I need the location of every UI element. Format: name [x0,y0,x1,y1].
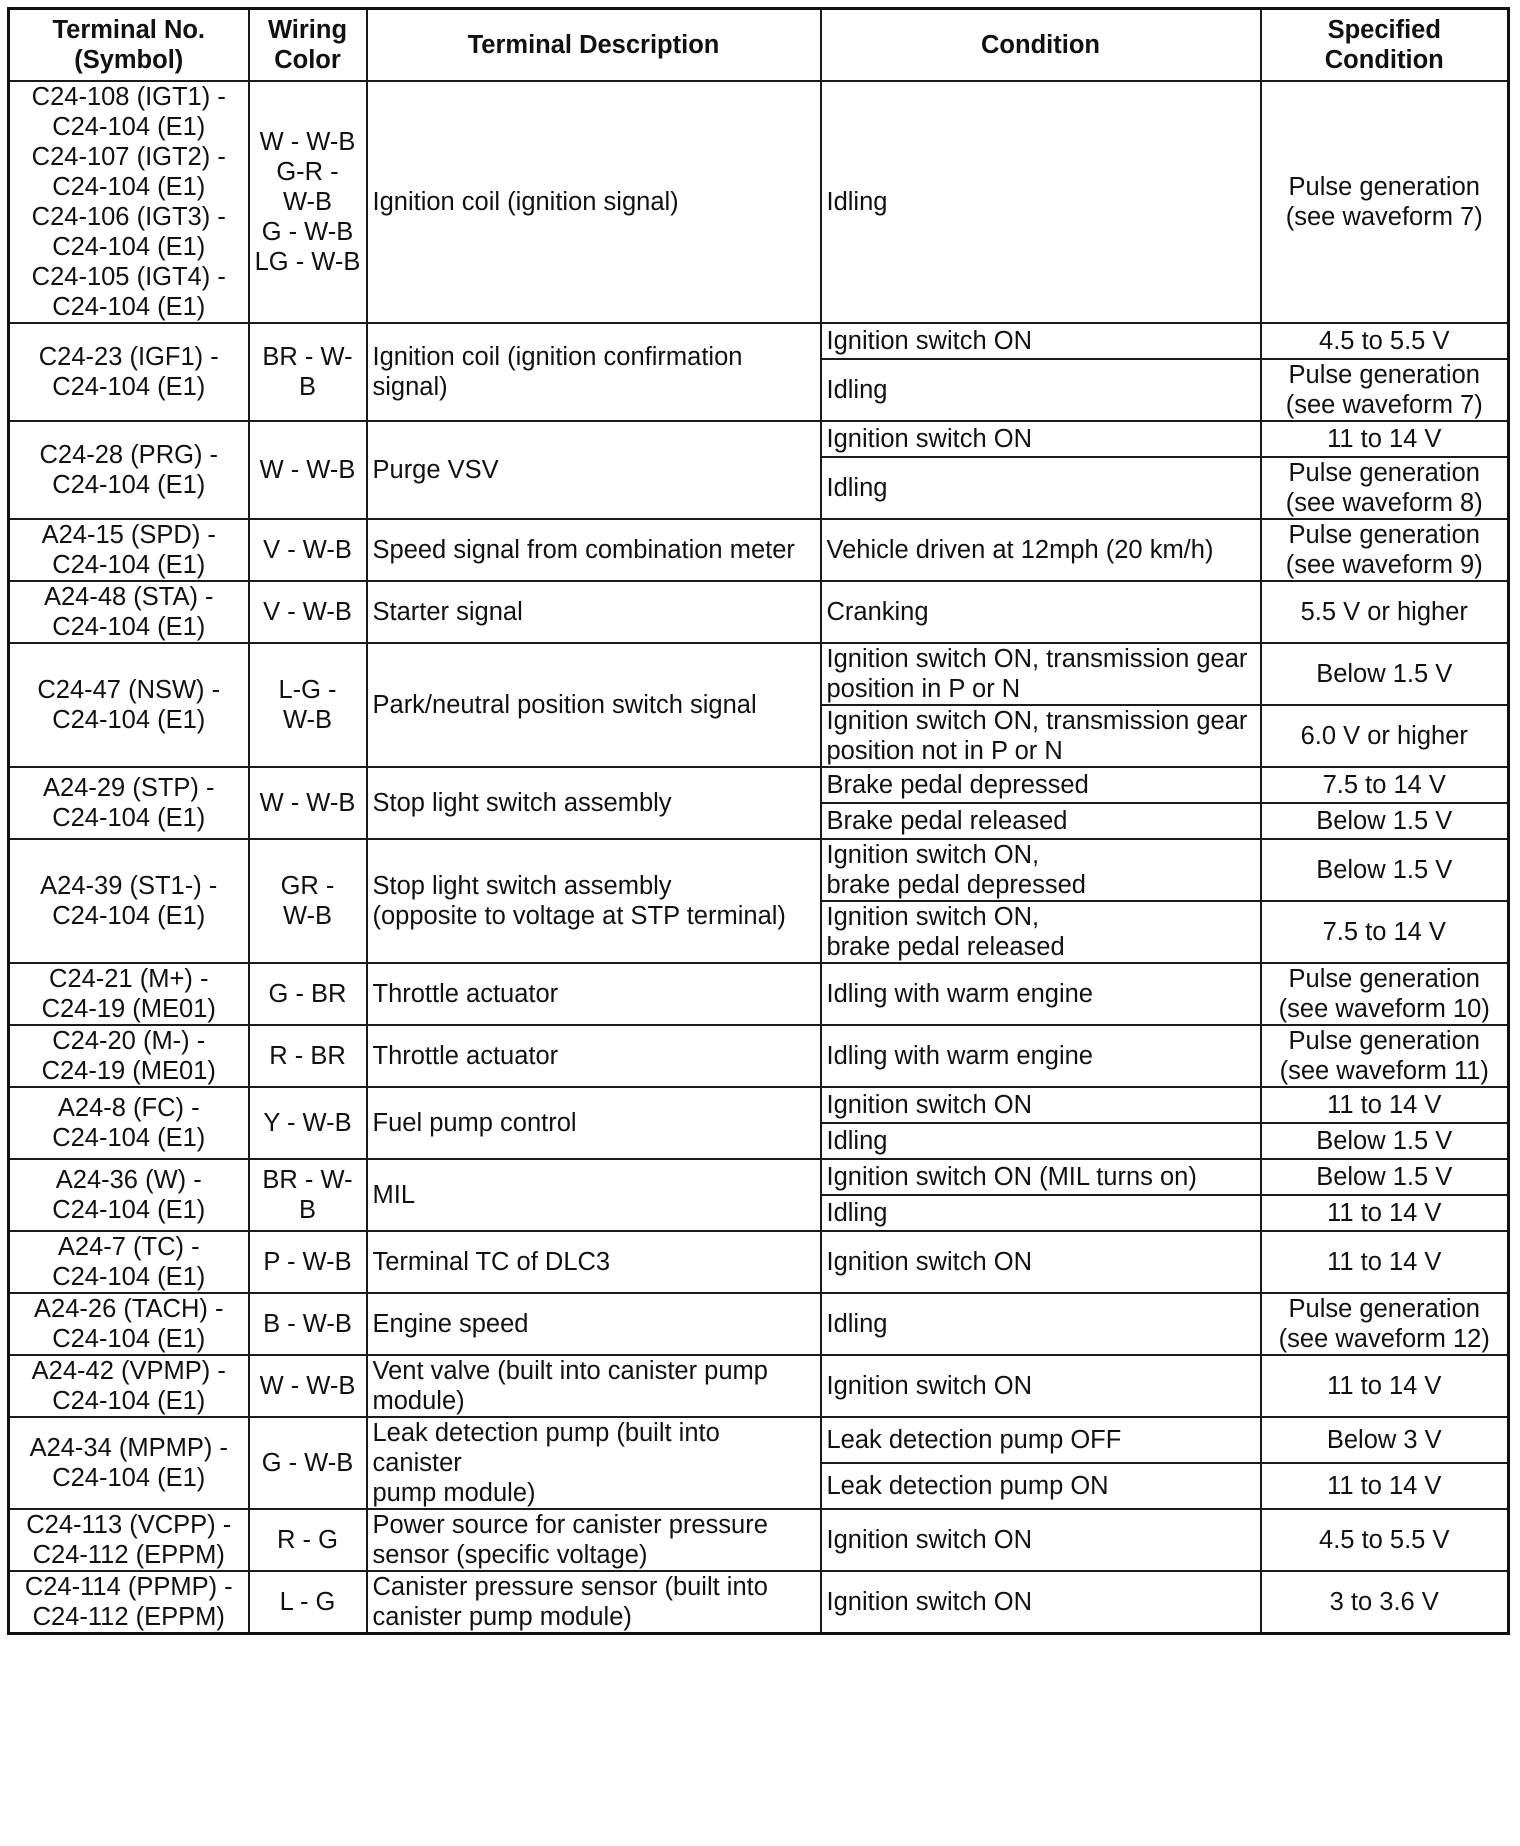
table-body [9,81,1509,1634]
terminal-description-cell [367,1571,821,1634]
wiring-color-cell [249,1159,367,1231]
text-line: 5.5 V or higher [1300,598,1468,626]
terminal-description-cell [367,1509,821,1571]
text-line: C24-105 (IGT4) - [31,263,226,291]
text-line: Speed signal from combination meter [372,536,795,564]
specified-condition-cell [1261,421,1509,457]
terminal-cell [9,963,249,1025]
header-row [9,9,1509,82]
terminal-cell [9,1355,249,1417]
terminal-description-cell [367,519,821,581]
text-line: Below 1.5 V [1316,1163,1453,1191]
table-row [9,581,1509,643]
table-row [9,1509,1509,1571]
terminal-cell [9,1025,249,1087]
table-row [9,839,1509,901]
text-line: C24-104 (E1) [52,233,206,261]
text-line: C24-19 (ME01) [41,995,216,1023]
table-row [9,1417,1509,1463]
condition-cell [821,1417,1261,1463]
text-line: C24-112 (EPPM) [32,1541,225,1569]
text-line: GR - [280,872,335,900]
text-line: W-B [282,706,333,734]
text-line: Brake pedal depressed [826,771,1089,799]
terminal-description-cell [367,323,821,421]
terminal-cell [9,1087,249,1159]
text-line: V - W-B [263,598,352,626]
specified-condition-cell [1261,1159,1509,1195]
text-line: C24-47 (NSW) - [37,676,221,704]
terminal-description-cell [367,1417,821,1509]
text-line: C24-21 (M+) - [49,965,209,993]
text-line: canister pump module) [372,1603,632,1631]
text-line: brake pedal depressed [826,871,1086,899]
text-line: A24-29 (STP) - [43,774,215,802]
text-line: C24-104 (E1) [52,1124,206,1152]
condition-cell [821,1231,1261,1293]
terminal-specification-table [7,7,1510,1635]
terminal-cell [9,1293,249,1355]
text-line: Ignition coil (ignition confirmation [372,343,743,371]
text-line: A24-39 (ST1-) - [40,872,218,900]
text-line: Ignition switch ON [826,1588,1032,1616]
text-line: Vent valve (built into canister pump [372,1357,768,1385]
text-line: Fuel pump control [372,1109,577,1137]
text-line: C24-112 (EPPM) [32,1603,225,1631]
table-row [9,643,1509,705]
text-line: C24-104 (E1) [52,551,206,579]
text-line: Leak detection pump (built into canister [372,1419,720,1477]
text-line: Below 3 V [1326,1426,1442,1454]
text-line: Leak detection pump OFF [826,1426,1122,1454]
terminal-cell [9,81,249,323]
text-line: Purge VSV [372,456,499,484]
terminal-description-cell [367,1087,821,1159]
specified-condition-cell [1261,839,1509,901]
text-line: Condition [1324,46,1444,74]
header-wiring-color [249,9,367,82]
text-line: 11 to 14 V [1327,1372,1442,1400]
terminal-cell [9,519,249,581]
specified-condition-cell [1261,803,1509,839]
text-line: (see waveform 8) [1285,489,1483,517]
text-line: A24-34 (MPMP) - [29,1434,228,1462]
text-line: 4.5 to 5.5 V [1319,327,1450,355]
text-line: B - W-B [263,1310,352,1338]
condition-cell [821,839,1261,901]
text-line: LG - W-B [254,248,361,276]
header-terminal-description [367,9,821,82]
terminal-description-cell [367,1355,821,1417]
text-line: C24-108 (IGT1) - [31,83,226,111]
condition-cell [821,323,1261,359]
text-line: Engine speed [372,1310,529,1338]
text-line: Park/neutral position switch signal [372,691,757,719]
text-line: MIL [372,1181,416,1209]
terminal-cell [9,421,249,519]
text-line: R - BR [269,1042,346,1070]
wiring-color-cell [249,581,367,643]
table-row [9,323,1509,359]
condition-cell [821,519,1261,581]
text-line: A24-48 (STA) - [43,583,214,611]
table-row [9,81,1509,323]
text-line: G - W-B [261,1449,354,1477]
text-line: C24-104 (E1) [52,173,206,201]
condition-cell [821,1159,1261,1195]
specified-condition-cell [1261,1087,1509,1123]
text-line: Stop light switch assembly [372,872,672,900]
text-line: C24-104 (E1) [52,293,206,321]
text-line: W-B [282,902,333,930]
text-line: Canister pressure sensor (built into [372,1573,768,1601]
text-line: C24-104 (E1) [52,113,206,141]
text-line: Y - W-B [263,1109,352,1137]
text-line: 7.5 to 14 V [1322,771,1446,799]
specified-condition-cell [1261,767,1509,803]
text-line: P - W-B [263,1248,352,1276]
text-line: L-G - [278,676,337,704]
condition-cell [821,1355,1261,1417]
text-line: (opposite to voltage at STP terminal) [372,902,786,930]
condition-cell [821,1025,1261,1087]
text-line: C24-104 (E1) [52,706,206,734]
terminal-cell [9,1417,249,1509]
wiring-color-cell [249,1509,367,1571]
text-line: Idling with warm engine [826,980,1093,1008]
terminal-description-cell [367,1159,821,1231]
text-line: (see waveform 7) [1285,203,1483,231]
header-terminal-no [9,9,249,82]
text-line: Idling [826,1127,888,1155]
text-line: G - BR [268,980,347,1008]
condition-cell [821,1123,1261,1159]
wiring-color-cell [249,1417,367,1509]
condition-cell [821,1195,1261,1231]
text-line: Throttle actuator [372,1042,559,1070]
specified-condition-cell [1261,1509,1509,1571]
text-line: (see waveform 12) [1278,1325,1490,1353]
condition-cell [821,705,1261,767]
text-line: Idling [826,474,888,502]
text-line: C24-104 (E1) [52,471,206,499]
text-line: C24-104 (E1) [52,1387,206,1415]
specified-condition-cell [1261,1123,1509,1159]
condition-cell [821,1463,1261,1509]
text-line: Idling [826,1199,888,1227]
condition-cell [821,1087,1261,1123]
condition-cell [821,421,1261,457]
table-row [9,421,1509,457]
terminal-description-cell [367,839,821,963]
text-line: BR - W-B [262,1166,353,1224]
text-line: Cranking [826,598,929,626]
condition-cell [821,81,1261,323]
wiring-color-cell [249,767,367,839]
text-line: Terminal No. [52,16,206,44]
text-line: R - G [277,1526,338,1554]
terminal-cell [9,1571,249,1634]
text-line: Wiring [267,16,348,44]
text-line: module) [372,1387,465,1415]
text-line: C24-104 (E1) [52,902,206,930]
terminal-description-cell [367,1025,821,1087]
text-line: Stop light switch assembly [372,789,672,817]
wiring-color-cell [249,839,367,963]
text-line: A24-36 (W) - [55,1166,202,1194]
text-line: Below 1.5 V [1316,807,1453,835]
text-line: A24-42 (VPMP) - [31,1357,226,1385]
terminal-cell [9,767,249,839]
terminal-description-cell [367,1293,821,1355]
specified-condition-cell [1261,1571,1509,1634]
text-line: 11 to 14 V [1327,1248,1442,1276]
table-row [9,1571,1509,1634]
text-line: Pulse generation [1288,361,1480,389]
condition-cell [821,803,1261,839]
text-line: Pulse generation [1288,1295,1480,1323]
terminal-description-cell [367,643,821,767]
table-row [9,1355,1509,1417]
terminal-description-cell [367,963,821,1025]
text-line: Color [274,46,341,74]
text-line: C24-104 (E1) [52,1196,206,1224]
text-line: C24-107 (IGT2) - [31,143,226,171]
text-line: 3 to 3.6 V [1329,1588,1439,1616]
text-line: Ignition switch ON [826,425,1032,453]
text-line: C24-20 (M-) - [52,1027,206,1055]
text-line: C24-104 (E1) [52,373,206,401]
text-line: Pulse generation [1288,965,1480,993]
text-line: A24-7 (TC) - [57,1233,200,1261]
condition-cell [821,963,1261,1025]
text-line: A24-15 (SPD) - [41,521,216,549]
table-row [9,1293,1509,1355]
text-line: 7.5 to 14 V [1322,918,1446,946]
terminal-description-cell [367,81,821,323]
text-line: C24-104 (E1) [52,804,206,832]
text-line: W - W-B [259,456,356,484]
text-line: 6.0 V or higher [1300,722,1468,750]
text-line: Idling with warm engine [826,1042,1093,1070]
specified-condition-cell [1261,323,1509,359]
text-line: brake pedal released [826,933,1065,961]
text-line: Ignition switch ON [826,1526,1032,1554]
text-line: Terminal TC of DLC3 [372,1248,611,1276]
table-row [9,767,1509,803]
terminal-description-cell [367,421,821,519]
text-line: position in P or N [826,675,1021,703]
specified-condition-cell [1261,519,1509,581]
text-line: G-R - [276,158,339,186]
text-line: Vehicle driven at 12mph (20 km/h) [826,536,1214,564]
text-line: Ignition switch ON, [826,841,1040,869]
text-line: C24-106 (IGT3) - [31,203,226,231]
text-line: G - W-B [261,218,354,246]
terminal-description-cell [367,581,821,643]
terminal-cell [9,1159,249,1231]
text-line: 11 to 14 V [1327,1472,1442,1500]
text-line: sensor (specific voltage) [372,1541,648,1569]
wiring-color-cell [249,1025,367,1087]
table-row [9,1087,1509,1123]
text-line: signal) [372,373,448,401]
text-line: Ignition switch ON [826,1248,1032,1276]
condition-cell [821,901,1261,963]
text-line: C24-23 (IGF1) - [38,343,219,371]
text-line: L - G [279,1588,336,1616]
condition-cell [821,1293,1261,1355]
specified-condition-cell [1261,581,1509,643]
text-line: pump module) [372,1479,536,1507]
text-line: Ignition switch ON, transmission gear [826,707,1248,735]
table-row [9,1025,1509,1087]
text-line: C24-104 (E1) [52,1464,206,1492]
header-condition [821,9,1261,82]
text-line: C24-114 (PPMP) - [24,1573,233,1601]
wiring-color-cell [249,1355,367,1417]
text-line: position not in P or N [826,737,1063,765]
text-line: Throttle actuator [372,980,559,1008]
specified-condition-cell [1261,643,1509,705]
wiring-color-cell [249,323,367,421]
text-line: BR - W-B [262,343,353,401]
text-line: (see waveform 11) [1279,1057,1489,1085]
table-row [9,519,1509,581]
terminal-description-cell [367,767,821,839]
condition-cell [821,359,1261,421]
terminal-cell [9,839,249,963]
condition-cell [821,643,1261,705]
terminal-cell [9,643,249,767]
wiring-color-cell [249,421,367,519]
text-line: A24-26 (TACH) - [34,1295,224,1323]
text-line: C24-104 (E1) [52,1263,206,1291]
text-line: C24-113 (VCPP) - [26,1511,232,1539]
text-line: W-B [282,188,333,216]
specified-condition-cell [1261,1355,1509,1417]
text-line: Below 1.5 V [1316,856,1453,884]
text-line: Idling [826,1310,888,1338]
condition-cell [821,1509,1261,1571]
table-header [9,9,1509,82]
text-line: 4.5 to 5.5 V [1319,1526,1450,1554]
text-line: Idling [826,376,888,404]
text-line: C24-104 (E1) [52,613,206,641]
text-line: Brake pedal released [826,807,1068,835]
specified-condition-cell [1261,81,1509,323]
condition-cell [821,767,1261,803]
text-line: Ignition switch ON [826,1091,1032,1119]
text-line: (see waveform 7) [1285,391,1483,419]
text-line: 11 to 14 V [1327,1091,1442,1119]
text-line: A24-8 (FC) - [57,1094,200,1122]
wiring-color-cell [249,81,367,323]
text-line: Below 1.5 V [1316,660,1453,688]
specified-condition-cell [1261,1025,1509,1087]
specified-condition-cell [1261,1293,1509,1355]
text-line: C24-104 (E1) [52,1325,206,1353]
text-line: Ignition switch ON, transmission gear [826,645,1248,673]
text-line: Pulse generation [1288,173,1480,201]
table-row [9,963,1509,1025]
terminal-cell [9,1231,249,1293]
header-specified-condition [1261,9,1509,82]
specified-condition-cell [1261,1417,1509,1463]
specified-condition-cell [1261,901,1509,963]
table-row [9,1159,1509,1195]
specified-condition-cell [1261,705,1509,767]
text-line: Ignition switch ON (MIL turns on) [826,1163,1197,1191]
text-line: V - W-B [263,536,352,564]
terminal-description-cell [367,1231,821,1293]
wiring-color-cell [249,1231,367,1293]
text-line: C24-19 (ME01) [41,1057,216,1085]
text-line: Ignition switch ON [826,1372,1032,1400]
specified-condition-cell [1261,457,1509,519]
text-line: Power source for canister pressure [372,1511,768,1539]
specified-condition-cell [1261,359,1509,421]
text-line: W - W-B [259,789,356,817]
text-line: Starter signal [372,598,523,626]
text-line: Pulse generation [1288,1027,1480,1055]
condition-cell [821,457,1261,519]
text-line: Below 1.5 V [1316,1127,1453,1155]
specified-condition-cell [1261,1231,1509,1293]
text-line: Terminal Description [467,31,720,59]
text-line: (Symbol) [74,46,184,74]
text-line: Ignition coil (ignition signal) [372,188,679,216]
specified-condition-cell [1261,1195,1509,1231]
table-row [9,1231,1509,1293]
text-line: 11 to 14 V [1327,1199,1442,1227]
text-line: Pulse generation [1288,459,1480,487]
wiring-color-cell [249,519,367,581]
text-line: Specified [1327,16,1441,44]
text-line: Leak detection pump ON [826,1472,1109,1500]
text-line: Ignition switch ON [826,327,1032,355]
wiring-color-cell [249,1293,367,1355]
terminal-cell [9,323,249,421]
text-line: 11 to 14 V [1327,425,1442,453]
text-line: Pulse generation [1288,521,1480,549]
text-line: W - W-B [259,128,356,156]
wiring-color-cell [249,963,367,1025]
specified-condition-cell [1261,963,1509,1025]
text-line: C24-28 (PRG) - [39,441,219,469]
text-line: Ignition switch ON, [826,903,1040,931]
wiring-color-cell [249,1087,367,1159]
condition-cell [821,1571,1261,1634]
text-line: W - W-B [259,1372,356,1400]
text-line: (see waveform 9) [1285,551,1483,579]
wiring-color-cell [249,643,367,767]
text-line: Idling [826,188,888,216]
specified-condition-cell [1261,1463,1509,1509]
text-line: (see waveform 10) [1278,995,1490,1023]
terminal-cell [9,581,249,643]
text-line: Condition [981,31,1100,59]
wiring-color-cell [249,1571,367,1634]
condition-cell [821,581,1261,643]
terminal-cell [9,1509,249,1571]
